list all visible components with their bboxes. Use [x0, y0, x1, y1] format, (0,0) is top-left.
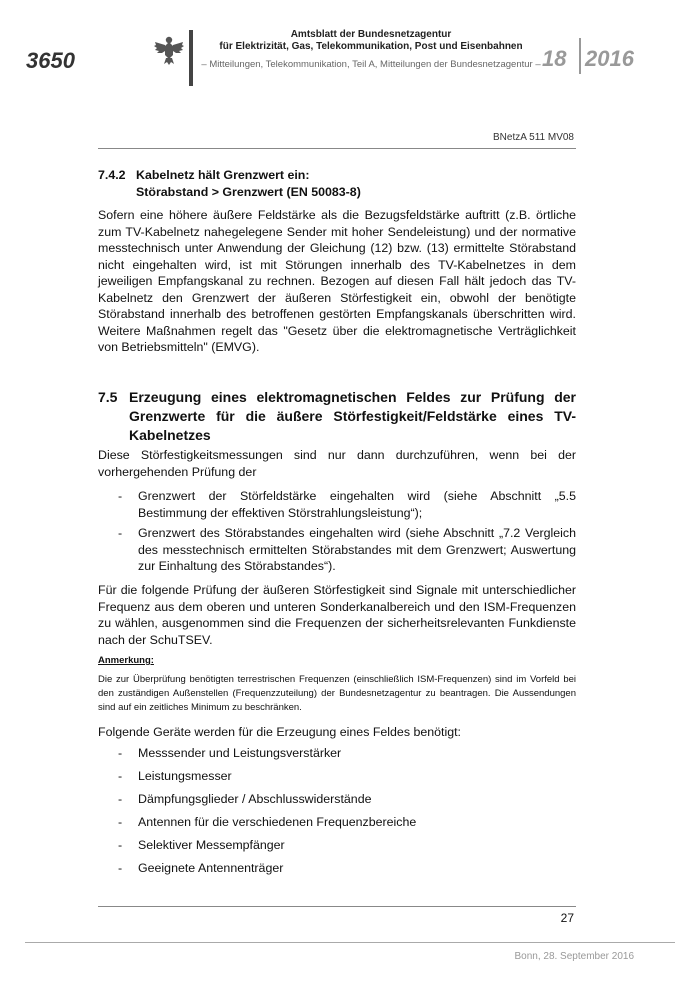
equipment-list [98, 745, 576, 883]
document-page-number: 27 [560, 911, 574, 925]
remark-text: Die zur Überprüfung benötigten terrestrischen Frequenzen (einschließlich ISM-Frequenzen) sind im Vorfeld bei den zuständigen Außenstellen (Frequenzzuteilung) der Bundesnetzagentur zu beantragen. Die Aussendungen sind auf ein zeitliches Minimum zu beschränken. [98, 674, 576, 713]
gazette-title [196, 29, 546, 53]
gazette-subtitle: – Mitteilungen, Telekommunikation, Teil A, Mitteilungen der Bundesnetzagentur – [201, 59, 541, 70]
list-dash: - [118, 838, 123, 852]
bullet-text: Grenzwert der Störfeldstärke eingehalten wird (siehe Abschnitt „5.5 Bestimmung der effektiven Störstrahlungsleistung“); [138, 489, 576, 520]
footer-date: Bonn, 28. September 2016 [514, 951, 634, 962]
paragraph-2: Diese Störfestigkeitsmessungen sind nur dann durchzuführen, wenn bei der vorhergehenden Prüfung der [98, 448, 576, 479]
paragraph-1: Sofern eine höhere äußere Feldstärke als die Bezugsfeldstärke auftritt (z.B. örtliche zum TV-Kabelnetz nahegelegene Sender mit hoher Sendeleistung) und der normative messtechnisch unter Anwendung der Gleichung (12) bzw. (13) ermittelte Störabstand nicht eingehalten wird, ist mit Störungen innerhalb des TV-Kabelnetzes in dem jeweiligen Empfangskanal zu rechnen. Bezogen auf diesen Fall hält jedoch das TV-Kabelnetz den Grenzwert der äußeren Störfestigkeit ein, obwohl der benötigte Störabstand innerhalb des betroffenen gestörten Empfangskanals überschritten wird. Weitere Maßnahmen regelt das "Gesetz über die elektromagnetische Verträglichkeit von Betriebsmitteln" (EMVG). [98, 208, 576, 354]
list-item [98, 768, 576, 791]
list-item-text: Selektiver Messempfänger [138, 838, 285, 852]
list-item-text: Antennen für die verschiedenen Frequenzbereiche [138, 815, 417, 829]
top-rule [98, 148, 576, 149]
section-75-heading [98, 388, 576, 445]
paragraph-3: Für die folgende Prüfung der äußeren Störfestigkeit sind Signale mit unterschiedlicher Frequenz aus dem oberen und unteren Sonderkanalbereich und den ISM-Frequenzen zu wählen, ausgenommen sind die Frequenzen der sicherheitsrelevanten Funkdienste nach der SchuTSEV. [98, 583, 576, 647]
bottom-rule [98, 906, 576, 907]
gazette-title-line2: für Elektrizität, Gas, Telekommunikation, Post und Eisenbahnen [219, 41, 523, 52]
list-dash: - [118, 746, 123, 760]
section-742-heading [98, 165, 310, 185]
section-742-title-line2: Störabstand > Grenzwert (EN 50083-8) [136, 185, 361, 199]
list-dash: - [118, 815, 123, 829]
document-reference: BNetzA 511 MV08 [493, 132, 574, 143]
bullet-text: Grenzwert des Störabstandes eingehalten wird (siehe Abschnitt „7.2 Vergleich des messtechnisch ermittelten Störabstandes mit dem Grenzwert; Auswertung zur Einhaltung des Störabstandes“). [138, 526, 576, 573]
list-item [98, 837, 576, 860]
gazette-title-line1: Amtsblatt der Bundesnetzagentur [290, 29, 452, 40]
footer-rule [25, 942, 675, 943]
issue-year: 2016 [585, 46, 634, 71]
list-item-text: Geeignete Antennenträger [138, 861, 284, 875]
list-item [98, 860, 576, 883]
list-dash: - [118, 792, 123, 806]
bullet-dash: - [118, 526, 123, 540]
issue-number: 18 [542, 46, 567, 71]
section-75-title: Erzeugung eines elektromagnetischen Feldes zur Prüfung der Grenzwerte für die äußere Störfestigkeit/Feldstärke eines TV-Kabelnetzes [129, 389, 576, 443]
list-dash: - [118, 769, 123, 783]
section-742-number: 7.4.2 [98, 168, 126, 182]
bullet-item [98, 525, 576, 575]
header-divider [189, 30, 193, 86]
list-item [98, 814, 576, 837]
list-item-text: Leistungsmesser [138, 769, 232, 783]
bullet-item [98, 488, 576, 521]
list-item [98, 745, 576, 768]
list-item [98, 791, 576, 814]
section-742-title-line1: Kabelnetz hält Grenzwert ein: [136, 168, 310, 182]
bullet-dash: - [118, 489, 123, 503]
remark-heading: Anmerkung: [98, 655, 154, 666]
page-number-left: 3650 [26, 48, 75, 73]
list-dash: - [118, 861, 123, 875]
list-item-text: Messsender und Leistungsverstärker [138, 746, 342, 760]
list-item-text: Dämpfungsglieder / Abschlusswiderstände [138, 792, 372, 806]
federal-eagle-icon [152, 33, 186, 67]
section-75-number: 7.5 [98, 389, 118, 405]
paragraph-4: Folgende Geräte werden für die Erzeugung eines Feldes benötigt: [98, 725, 462, 739]
issue-divider [579, 38, 581, 74]
